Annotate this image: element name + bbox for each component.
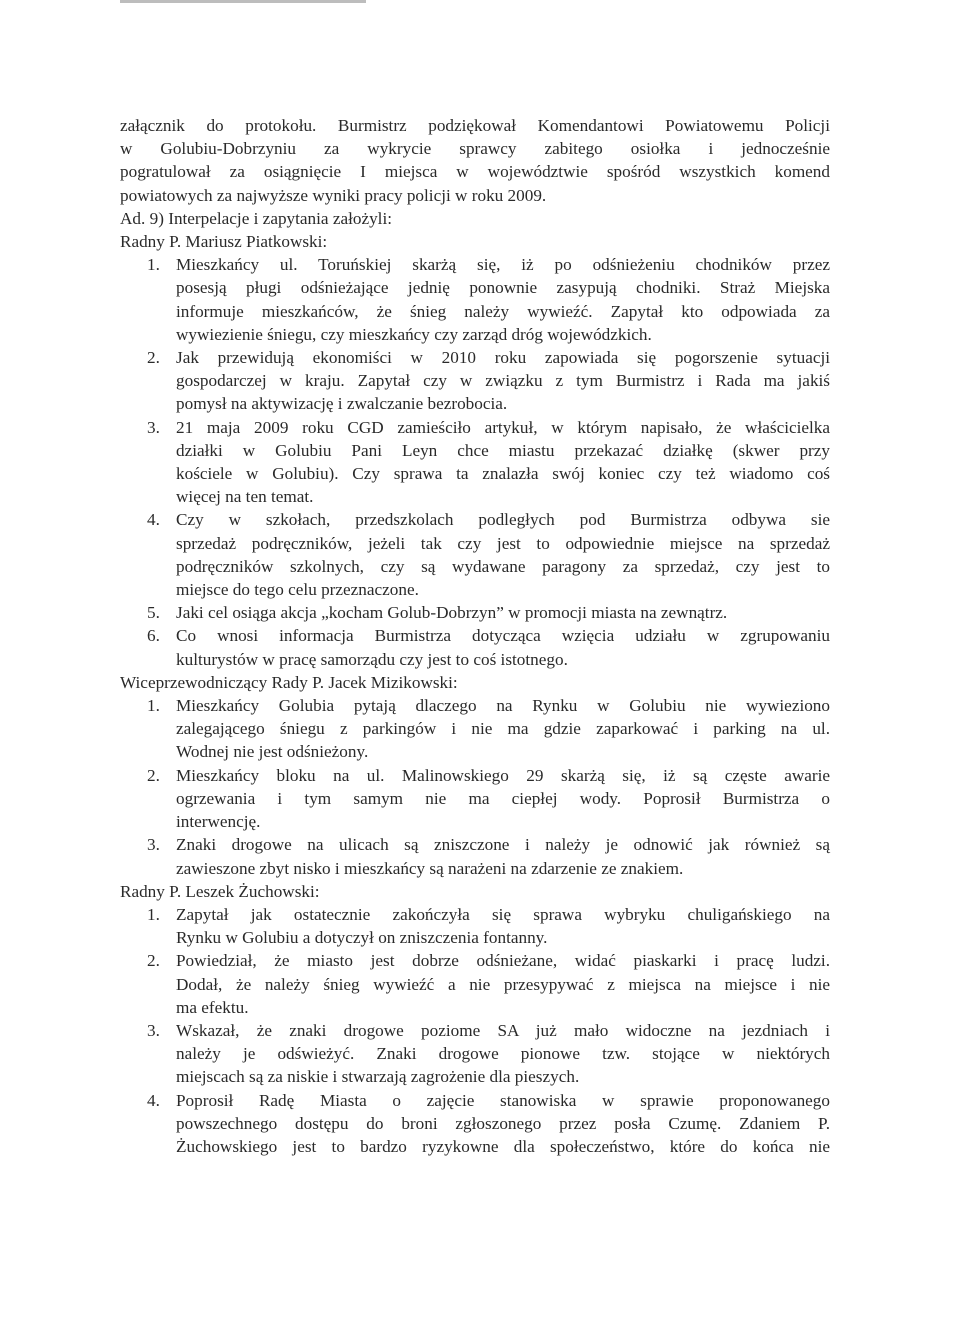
list-item — [120, 508, 830, 601]
intro-paragraph — [120, 114, 830, 207]
text-line: Wskazał, że znaki drogowe poziome SA już mało widoczne na jezdniach i — [176, 1020, 830, 1040]
text-line: powszechnego dostępu do broni zgłoszonego przez posła Czumę. Zdaniem P. — [176, 1113, 830, 1133]
item-number: 3. — [147, 417, 160, 437]
text-line: Wodnej nie jest odśnieżony. — [176, 742, 369, 762]
item-number: 3. — [147, 835, 160, 855]
speaker-name: Radny P. Leszek Żuchowski: — [120, 881, 320, 901]
item-number: 4. — [147, 510, 160, 530]
text-line: 21 maja 2009 roku CGD zamieściło artykuł, w którym napisało, że właścicielka — [176, 417, 830, 437]
text-line: działki w Golubiu Pani Leyn chce miastu przekazać działkę (skwer przy — [176, 440, 830, 460]
text-line: Znaki drogowe na ulicach są zniszczone i należy je odnowić jak również są — [176, 835, 830, 855]
text-line: więcej na ten temat. — [176, 487, 314, 507]
item-number: 2. — [147, 765, 160, 785]
page-content — [120, 114, 830, 1158]
text-line: należy je odświeżyć. Znaki drogowe pionowe tzw. stojące w niektórych — [176, 1044, 830, 1064]
text-line: Powiedział, że miasto jest dobrze odśnieżane, widać piaskarki i pracę ludzi. — [176, 951, 830, 971]
text-line: Mieszkańcy ul. Toruńskiej skarżą się, iż po odśnieżeniu chodników przez — [176, 255, 830, 275]
text-line: załącznik do protokołu. Burmistrz podziękował Komendantowi Powiatowemu Policji — [120, 116, 830, 135]
list-item — [120, 601, 830, 624]
text-line: wywiezienie śniegu, czy mieszkańcy czy zarząd dróg wojewódzkich. — [176, 324, 652, 344]
text-line: powiatowych za najwyższe wyniki pracy policji w roku 2009. — [120, 185, 547, 205]
list-item — [120, 1019, 830, 1089]
text-line: pogratulował za osiągnięcie I miejsca w województwie spośród wszystkich komend — [120, 162, 830, 182]
text-line: zawieszone zbyt nisko i mieszkańcy są narażeni na zdarzenie ze znakiem. — [176, 858, 684, 878]
item-number: 2. — [147, 951, 160, 971]
list-item — [120, 949, 830, 1019]
interpellation-list — [120, 903, 830, 1158]
text-line: miejsce do tego celu przeznaczone. — [176, 580, 419, 600]
item-number: 3. — [147, 1020, 160, 1040]
item-number: 2. — [147, 348, 160, 368]
item-number: 1. — [147, 696, 160, 716]
list-item — [120, 833, 830, 879]
item-number: 4. — [147, 1090, 160, 1110]
item-number: 6. — [147, 626, 160, 646]
text-line: sprzedaż podręczników, jeżeli tak czy jest to odpowiednie miejsce na sprzedaż — [176, 533, 830, 553]
cropped-header-text — [120, 0, 366, 3]
speaker-name: Radny P. Mariusz Piatkowski: — [120, 232, 328, 252]
text-line: ma efektu. — [176, 997, 249, 1017]
text-line: pomysł na aktywizację i zwalczanie bezrobocia. — [176, 394, 508, 414]
text-line: podręczników szkolnych, czy są wydawane paragony za sprzedaż, czy jest to — [176, 556, 830, 576]
list-item — [120, 903, 830, 949]
text-line: Żuchowskiego jest to bardzo ryzykowne dla społeczeństwo, które do końca nie — [176, 1136, 830, 1156]
text-line: posesją pługi odśnieżające jednię ponownie zasypują chodniki. Straż Miejska — [176, 278, 830, 298]
text-line: Mieszkańcy Golubia pytają dlaczego na Rynku w Golubiu nie wywieziono — [176, 696, 830, 716]
text-line: gospodarczej w kraju. Zapytał czy w związku z tym Burmistrz i Rada ma jakiś — [176, 371, 830, 391]
list-item — [120, 1089, 830, 1159]
text-line: interwencję. — [176, 812, 261, 832]
text-line: Poprosił Radę Miasta o zajęcie stanowiska w sprawie proponowanego — [176, 1090, 830, 1110]
list-item — [120, 624, 830, 670]
text-line: Zapytał jak ostatecznie zakończyła się sprawa wybryku chuligańskiego na — [176, 904, 830, 924]
text-line: Dodał, że należy śnieg wywieźć a nie przesypywać z miejsca na miejsce i nie — [176, 974, 830, 994]
interpellation-list — [120, 694, 830, 880]
text-line: Mieszkańcy bloku na ul. Malinowskiego 29 skarżą się, iż są częste awarie — [176, 765, 830, 785]
item-number: 1. — [147, 904, 160, 924]
text-line: w Golubiu-Dobrzyniu za wykrycie sprawcy zabitego osiołka i jednocześnie — [120, 139, 830, 159]
section-heading: Ad. 9) Interpelacje i zapytania założyli: — [120, 208, 393, 228]
list-item — [120, 764, 830, 834]
list-item — [120, 416, 830, 509]
speaker-name: Wiceprzewodniczący Rady P. Jacek Mizikowski: — [120, 672, 458, 692]
list-item — [120, 253, 830, 346]
text-line: Jak przewidują ekonomiści w 2010 roku zapowiada się pogorszenie sytuacji — [176, 348, 830, 368]
text-line: Rynku w Golubiu a dotyczył on zniszczenia fontanny. — [176, 928, 548, 948]
text-line: Czy w szkołach, przedszkolach podległych pod Burmistrza odbywa sie — [176, 510, 830, 530]
text-line: kulturystów w pracę samorządu czy jest to coś istotnego. — [176, 649, 568, 669]
text-line: miejscach są za niskie i stwarzają zagrożenie dla pieszych. — [176, 1067, 580, 1087]
interpellation-list — [120, 253, 830, 671]
text-line: Jaki cel osiąga akcja „kocham Golub-Dobrzyn” w promocji miasta na zewnątrz. — [176, 603, 728, 623]
list-item — [120, 694, 830, 764]
text-line: informuje mieszkańców, że śnieg należy wywieźć. Zapytał kto odpowiada za — [176, 301, 830, 321]
text-line: zalegającego śniegu z parkingów i nie ma gdzie zaparkować i parking na ul. — [176, 719, 830, 739]
text-line: Co wnosi informacja Burmistrza dotycząca wzięcia udziału w zgrupowaniu — [176, 626, 830, 646]
item-number: 5. — [147, 603, 160, 623]
item-number: 1. — [147, 255, 160, 275]
list-item — [120, 346, 830, 416]
text-line: kościele w Golubiu). Czy sprawa ta znalazła swój koniec czy też wiadomo coś — [176, 464, 830, 484]
text-line: ogrzewania i tym samym nie ma ciepłej wody. Poprosił Burmistrza o — [176, 788, 830, 808]
